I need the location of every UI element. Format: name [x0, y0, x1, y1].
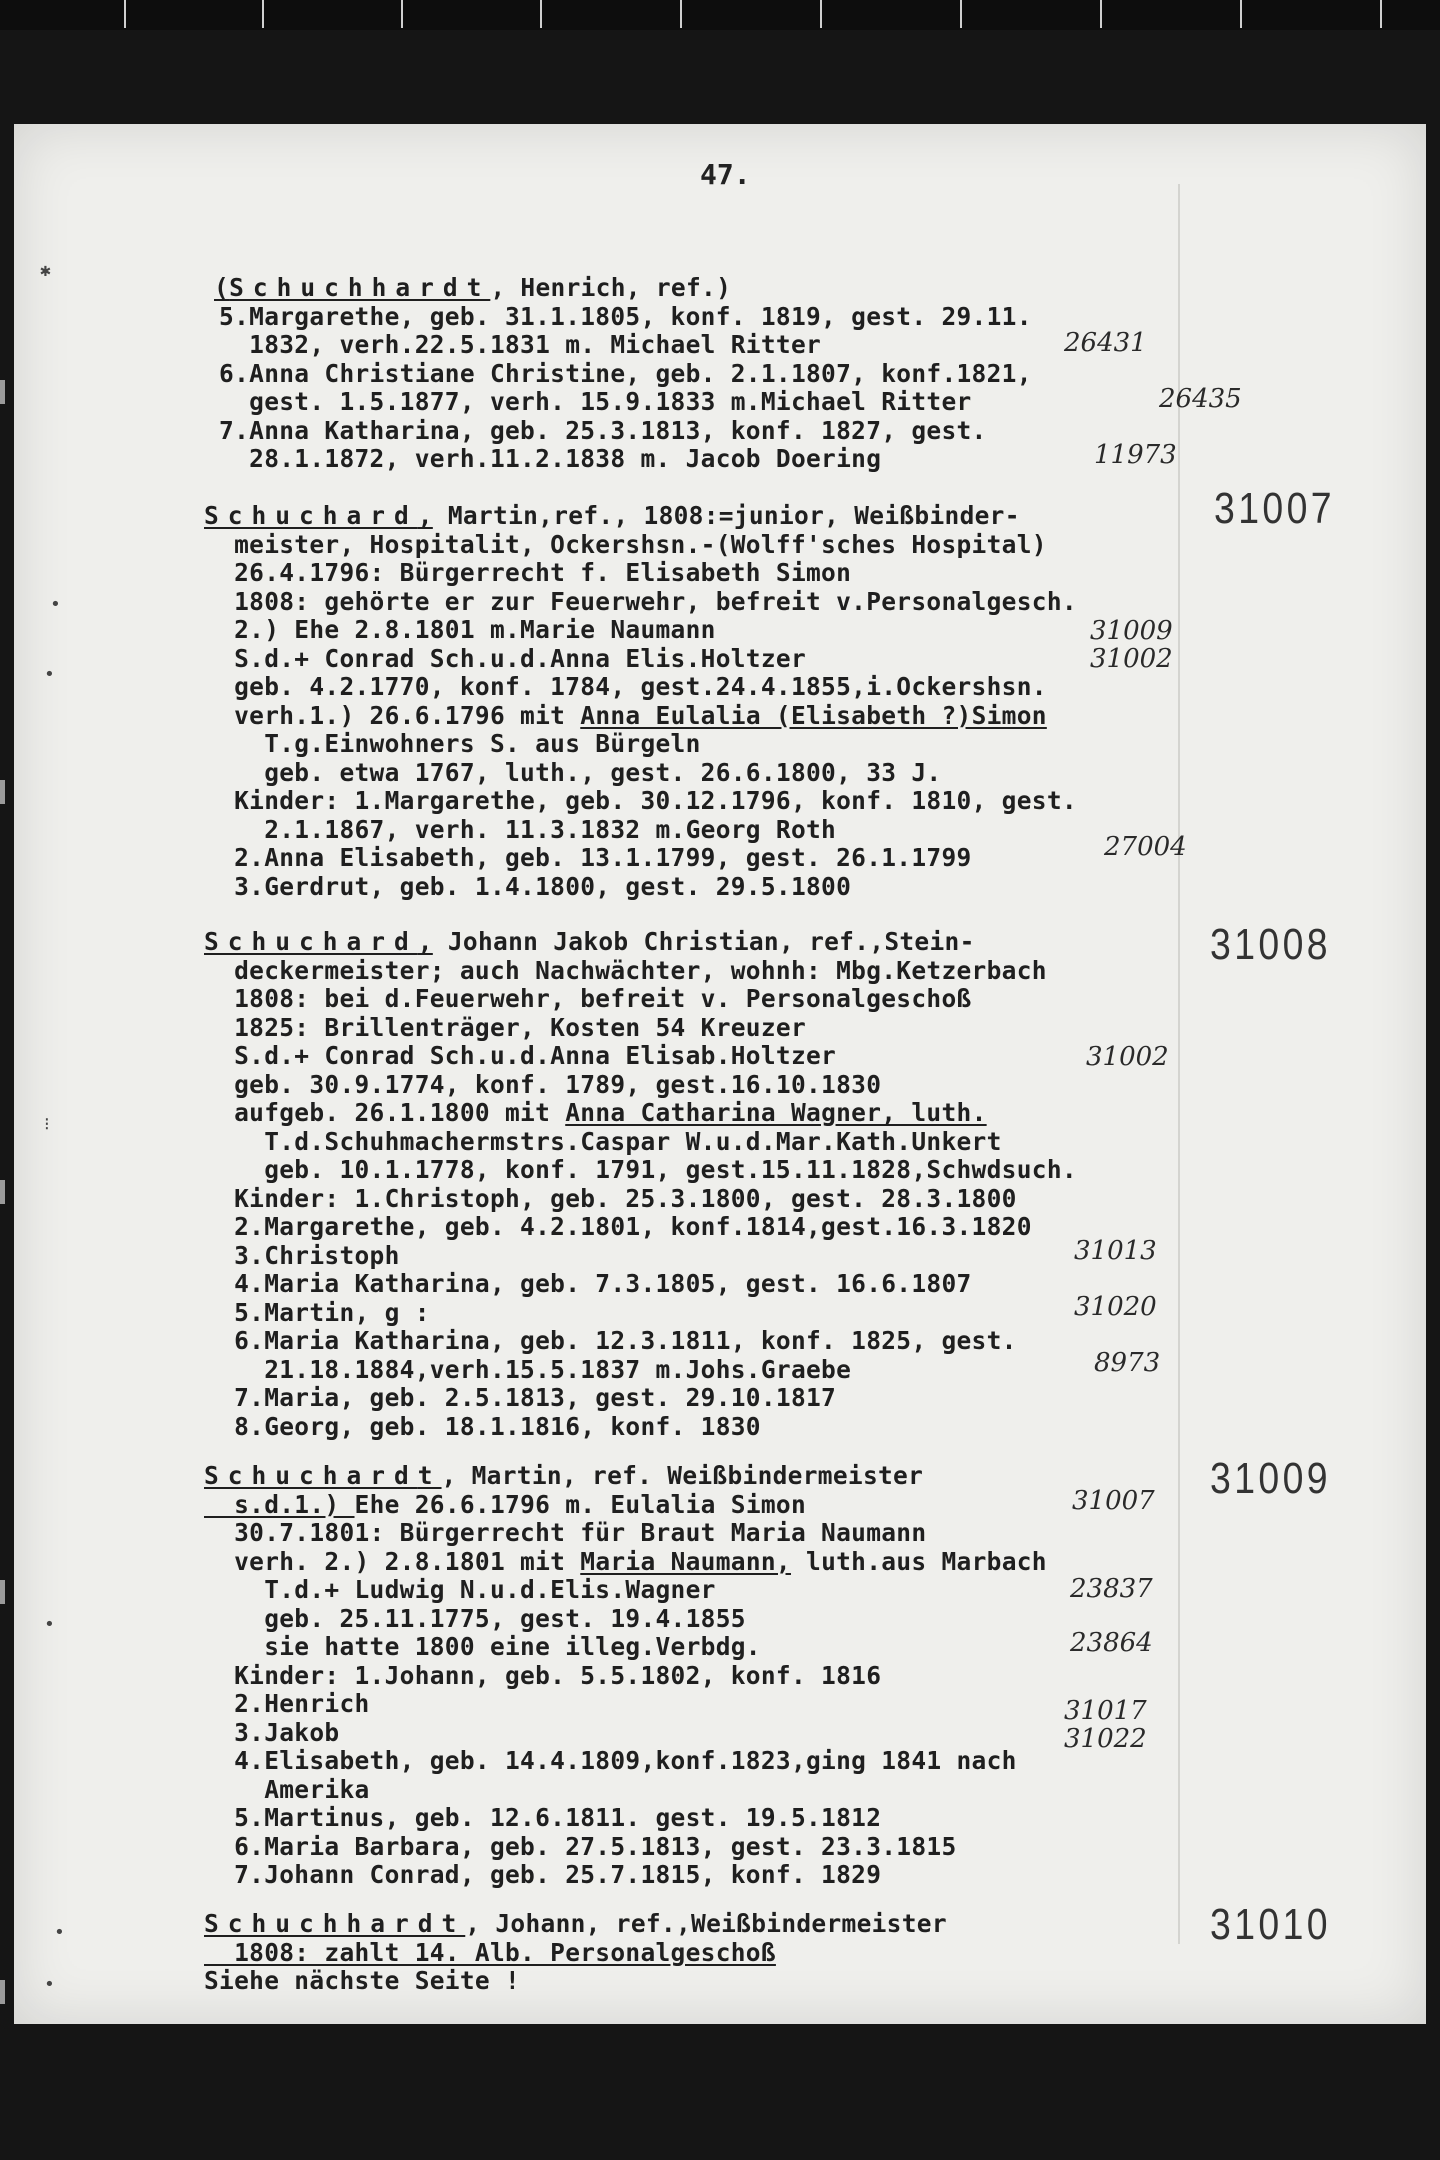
entry-text-line: 7.Anna Katharina, geb. 25.3.1813, konf. 1827, gest. — [204, 415, 987, 445]
text-segment: , Henrich, ref.) — [490, 273, 732, 302]
film-edge-mark — [0, 380, 5, 404]
text-segment: verh. 2.) 2.8.1801 mit — [204, 1546, 581, 1576]
entry-text-line: sie hatte 1800 eine illeg.Verbdg. — [204, 1632, 761, 1661]
handwritten-reference: 31002 — [1090, 644, 1173, 674]
handwritten-reference: 31020 — [1074, 1292, 1157, 1322]
film-tick — [1100, 0, 1102, 28]
film-edge-mark — [0, 1580, 5, 1604]
surname: Schuchard — [204, 927, 418, 956]
film-edge-mark — [0, 1180, 5, 1204]
handwritten-reference: 8973 — [1094, 1348, 1161, 1378]
entry-heading-line — [214, 274, 731, 302]
text-segment: , Martin, ref. Weißbindermeister — [441, 1461, 924, 1490]
film-tick — [401, 0, 403, 28]
page-number: 47. — [700, 158, 751, 191]
entry-heading-line — [204, 928, 975, 956]
entry-text-line: 5.Margarethe, geb. 31.1.1805, konf. 1819, gest. 29.11. — [204, 301, 1032, 331]
entry-text-line: 4.Elisabeth, geb. 14.4.1809,konf.1823,ging 1841 nach — [204, 1746, 1017, 1775]
text-segment: luth.aus Marbach — [790, 1546, 1047, 1576]
text-segment: 1808: zahlt 14. Alb. Personalgeschoß — [204, 1937, 776, 1967]
entry-text-line: 1825: Brillenträger, Kosten 54 Kreuzer — [204, 1012, 807, 1042]
margin-mark: • — [44, 664, 55, 685]
entry-text-line — [204, 1491, 806, 1519]
handwritten-reference: 11973 — [1094, 440, 1177, 470]
handwritten-reference: 31022 — [1064, 1724, 1147, 1754]
entry-text-line: meister, Hospitalit, Ockershsn.-(Wolff'sches Hospital) — [204, 529, 1047, 559]
handwritten-reference: 26431 — [1064, 328, 1147, 358]
margin-mark: • — [44, 1614, 55, 1635]
entry-text-line: Kinder: 1.Johann, geb. 5.5.1802, konf. 1816 — [204, 1660, 882, 1690]
film-tick — [820, 0, 822, 28]
film-tick — [680, 0, 682, 28]
film-edge-mark — [0, 780, 5, 804]
entry-text-line: 6.Maria Katharina, geb. 12.3.1811, konf. 1825, gest. — [204, 1326, 1017, 1355]
entry-text-line: 2.1.1867, verh. 11.3.1832 m.Georg Roth — [204, 814, 837, 844]
text-segment: Martin,ref., 1808:=junior, Weißbinder- — [432, 501, 1020, 530]
film-edge-mark — [0, 1980, 5, 2004]
document-page — [14, 124, 1426, 2024]
entry-text-line: 26.4.1796: Bürgerrecht f. Elisabeth Simon — [204, 558, 852, 587]
entry-text-line: 3.Christoph — [204, 1240, 400, 1270]
entry-text-line: 8.Georg, geb. 18.1.1816, konf. 1830 — [204, 1411, 761, 1441]
surname: Schuchard — [204, 501, 418, 530]
entry-text-line: Kinder: 1.Christoph, geb. 25.3.1800, gest. 28.3.1800 — [204, 1183, 1017, 1213]
entry-text-line: gest. 1.5.1877, verh. 15.9.1833 m.Michael Ritter — [204, 387, 972, 416]
text-segment: Maria Naumann, — [580, 1546, 791, 1576]
entry-text-line: Amerika — [204, 1774, 370, 1804]
record-id-stamp: 31009 — [1210, 1454, 1332, 1503]
entry-text-line: T.d.Schuhmachermstrs.Caspar W.u.d.Mar.Kath.Unkert — [204, 1126, 1002, 1156]
film-tick — [124, 0, 126, 28]
entry-text-line — [204, 1939, 776, 1967]
film-tick — [1240, 0, 1242, 28]
surname: t — [417, 1461, 442, 1490]
entry-text-line: deckermeister; auch Nachwächter, wohnh: Mbg.Ketzerbach — [204, 955, 1047, 985]
entry-text-line — [204, 1099, 987, 1127]
entry-heading-line — [204, 1910, 947, 1938]
handwritten-reference: 31013 — [1074, 1236, 1157, 1266]
handwritten-reference: 31017 — [1064, 1696, 1147, 1726]
handwritten-reference: 27004 — [1104, 832, 1187, 862]
entry-text-line: geb. 4.2.1770, konf. 1784, gest.24.4.1855,i.Ockershsn. — [204, 672, 1047, 701]
entry-text-line: 3.Jakob — [204, 1717, 340, 1747]
margin-line — [1178, 184, 1180, 1944]
entry-text-line: 2.Margarethe, geb. 4.2.1801, konf.1814,gest.16.3.1820 — [204, 1212, 1032, 1241]
margin-mark: • — [44, 1974, 55, 1995]
entry-heading-line — [204, 1462, 923, 1490]
text-segment: Anna Eulalia (Elisabeth ?)Simon — [580, 700, 1047, 730]
entry-text-line: 7.Johann Conrad, geb. 25.7.1815, konf. 1829 — [204, 1860, 882, 1889]
text-segment: ( — [214, 273, 230, 302]
text-segment: , — [417, 927, 433, 956]
entry-text-line: 5.Martin, g : — [204, 1297, 430, 1327]
margin-mark: • — [54, 1922, 65, 1943]
entry-text-line: T.d.+ Ludwig N.u.d.Elis.Wagner — [204, 1575, 716, 1604]
margin-mark: ✱ — [40, 260, 51, 281]
entry-text-line: 5.Martinus, geb. 12.6.1811. gest. 19.5.1812 — [204, 1803, 882, 1832]
film-tick — [540, 0, 542, 28]
handwritten-reference: 31009 — [1090, 616, 1173, 646]
entry-text-line: 21.18.1884,verh.15.5.1837 m.Johs.Graebe — [204, 1354, 852, 1384]
entry-text-line: 1808: gehörte er zur Feuerwehr, befreit v.Personalgesch. — [204, 586, 1077, 616]
entry-text-line: 4.Maria Katharina, geb. 7.3.1805, gest. 16.6.1807 — [204, 1269, 972, 1298]
handwritten-reference: 31002 — [1086, 1042, 1169, 1072]
entry-text-line — [204, 1548, 1047, 1576]
film-edge-top — [0, 0, 1440, 30]
entry-text-line: Kinder: 1.Margarethe, geb. 30.12.1796, konf. 1810, gest. — [204, 786, 1077, 815]
text-segment: verh.1.) 26.6.1796 mit — [204, 700, 581, 730]
handwritten-reference: 26435 — [1159, 384, 1242, 414]
film-tick — [1380, 0, 1382, 28]
entry-text-line: S.d.+ Conrad Sch.u.d.Anna Elis.Holtzer — [204, 643, 807, 673]
margin-mark: • — [50, 594, 61, 615]
entry-text-line: 2.Anna Elisabeth, geb. 13.1.1799, gest. 26.1.1799 — [204, 843, 972, 872]
handwritten-reference: 23864 — [1070, 1628, 1153, 1658]
text-segment: Johann Jakob Christian, ref.,Stein- — [432, 927, 975, 956]
entry-text-line: 6.Maria Barbara, geb. 27.5.1813, gest. 23.3.1815 — [204, 1831, 957, 1861]
text-segment: aufgeb. 26.1.1800 mit — [204, 1098, 566, 1127]
entry-heading-line — [204, 502, 1020, 530]
entry-text-line: geb. 30.9.1774, konf. 1789, gest.16.10.1830 — [204, 1069, 882, 1099]
record-id-stamp: 31008 — [1210, 920, 1332, 969]
entry-text-line: 3.Gerdrut, geb. 1.4.1800, gest. 29.5.1800 — [204, 871, 852, 901]
surname: Schuchhardt — [229, 273, 491, 302]
entry-text-line: 6.Anna Christiane Christine, geb. 2.1.1807, konf.1821, — [204, 358, 1032, 388]
entry-text-line — [204, 702, 1047, 730]
entry-text-line: geb. 10.1.1778, konf. 1791, gest.15.11.1828,Schwdsuch. — [204, 1155, 1077, 1184]
entry-text-line: 1808: bei d.Feuerwehr, befreit v. Personalgeschoß — [204, 984, 972, 1013]
text-segment: , Johann, ref.,Weißbindermeister — [465, 1909, 947, 1938]
entry-text-line: 1832, verh.22.5.1831 m. Michael Ritter — [204, 330, 822, 359]
text-segment: s.d.1.) — [204, 1489, 355, 1519]
entry-text-line: geb. etwa 1767, luth., gest. 26.6.1800, 33 J. — [204, 757, 942, 787]
text-segment: , — [417, 501, 433, 530]
surname: Schuchard — [204, 1461, 418, 1490]
entry-text-line: 2.Henrich — [204, 1689, 370, 1718]
entry-text-line: 2.) Ehe 2.8.1801 m.Marie Naumann — [204, 615, 716, 644]
handwritten-reference: 31007 — [1072, 1486, 1155, 1516]
entry-text-line: geb. 25.11.1775, gest. 19.4.1855 — [204, 1603, 746, 1633]
entry-text-line: 28.1.1872, verh.11.2.1838 m. Jacob Doering — [204, 444, 882, 473]
entry-text-line: T.g.Einwohners S. aus Bürgeln — [204, 729, 701, 758]
record-id-stamp: 31010 — [1210, 1900, 1332, 1949]
surname: Schuchhardt — [204, 1909, 466, 1938]
entry-text-line: Siehe nächste Seite ! — [204, 1966, 521, 1995]
handwritten-reference: 23837 — [1070, 1574, 1153, 1604]
record-id-stamp: 31007 — [1214, 484, 1336, 533]
entry-text-line: 7.Maria, geb. 2.5.1813, gest. 29.10.1817 — [204, 1383, 837, 1412]
entry-text-line: S.d.+ Conrad Sch.u.d.Anna Elisab.Holtzer — [204, 1041, 837, 1070]
film-tick — [262, 0, 264, 28]
margin-mark: ⁝ — [44, 1114, 50, 1135]
entry-text-line: 30.7.1801: Bürgerrecht für Braut Maria Naumann — [204, 1518, 927, 1547]
text-segment: Ehe 26.6.1796 m. Eulalia Simon — [354, 1489, 807, 1519]
text-segment: Anna Catharina Wagner, luth. — [565, 1098, 987, 1127]
film-tick — [960, 0, 962, 28]
